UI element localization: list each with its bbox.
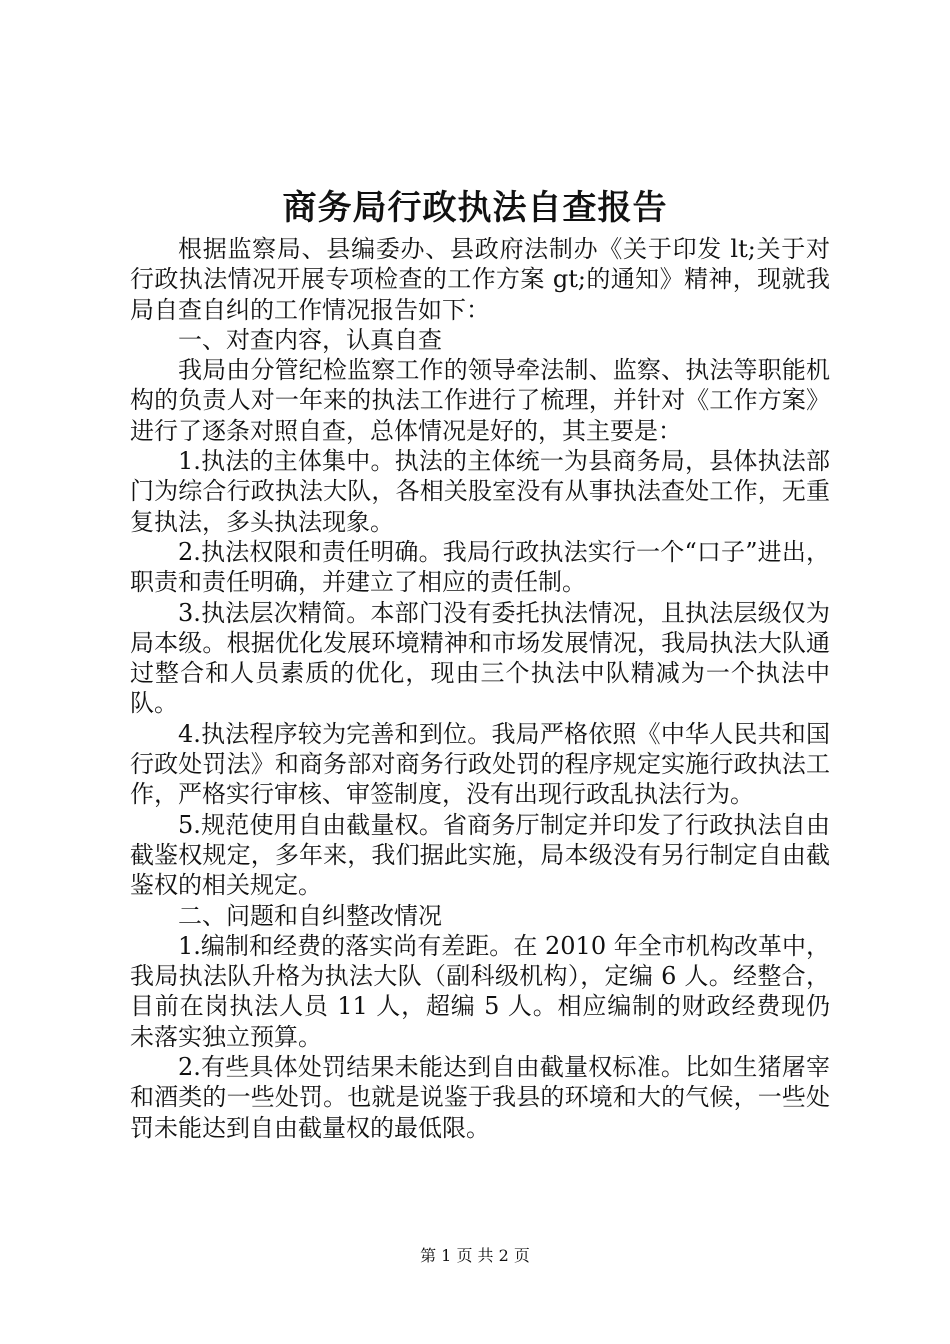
paragraph-intro: 根据监察局、县编委办、县政府法制办《关于印发 lt;关于对行政执法情况开展专项检查的工作方案 gt;的通知》精神，现就我局自查自纠的工作情况报告如下： — [130, 235, 830, 324]
section-heading-1: 一、对查内容，认真自查 — [178, 325, 442, 354]
paragraph-overview: 我局由分管纪检监察工作的领导牵法制、监察、执法等职能机构的负责人对一年来的执法工作进行了梳理，并针对《工作方案》进行了逐条对照自查，总体情况是好的，其主要是： — [130, 356, 830, 445]
document-body — [130, 234, 830, 1143]
paragraph-issue-2: 2.有些具体处罚结果未能达到自由截量权标准。比如生猪屠宰和酒类的一些处罚。也就是说鉴于我县的环境和大的气候，一些处罚未能达到自由截量权的最低限。 — [130, 1053, 830, 1142]
paragraph-item-1: 1.执法的主体集中。执法的主体统一为县商务局，县体执法部门为综合行政执法大队，各相关股室没有从事执法查处工作，无重复执法，多头执法现象。 — [130, 447, 830, 536]
section-heading-2: 二、问题和自纠整改情况 — [178, 901, 442, 930]
document-title: 商务局行政执法自查报告 — [282, 188, 668, 228]
paragraph-item-5: 5.规范使用自由截量权。省商务厅制定并印发了行政执法自由截鉴权规定，多年来，我们据此实施，局本级没有另行制定自由截鉴权的相关规定。 — [130, 810, 830, 900]
paragraph-issue-1: 1.编制和经费的落实尚有差距。在 2010 年全市机构改革中，我局执法队升格为执法大队（副科级机构），定编 6 人。经整合，目前在岗执法人员 11 人，超编 5 人。相应编制的财政经费现仍未落实独立预算。 — [130, 931, 830, 1051]
page-footer: 第 1 页 共 2 页 — [420, 1246, 530, 1265]
paragraph-item-4: 4.执法程序较为完善和到位。我局严格依照《中华人民共和国行政处罚法》和商务部对商务行政处罚的程序规定实施行政执法工作，严格实行审核、审签制度，没有出现行政乱执法行为。 — [130, 719, 830, 809]
paragraph-item-3: 3.执法层次精简。本部门没有委托执法情况，且执法层级仅为局本级。根据优化发展环境精神和市场发展情况，我局执法大队通过整合和人员素质的优化，现由三个执法中队精减为一个执法中队。 — [130, 598, 830, 718]
paragraph-item-2: 2.执法权限和责任明确。我局行政执法实行一个“口子”进出，职责和责任明确，并建立了相应的责任制。 — [130, 537, 830, 597]
